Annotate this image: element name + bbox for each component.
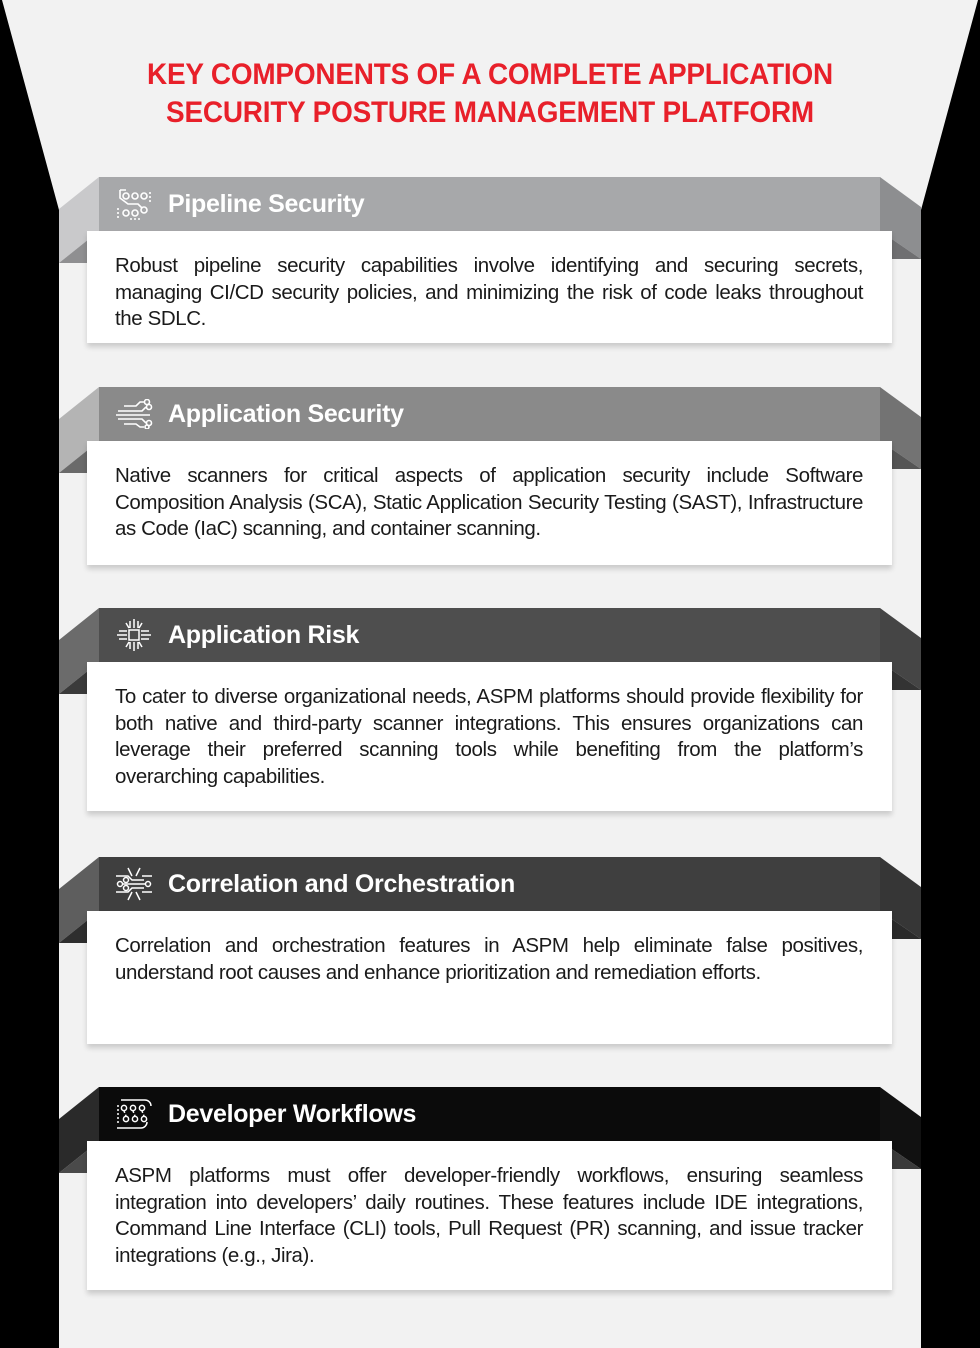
workflow-circuit-icon — [114, 1096, 154, 1132]
section-title: Application Security — [168, 399, 404, 428]
data-streams-icon — [114, 396, 154, 432]
section-title: Developer Workflows — [168, 1099, 417, 1128]
section-application-security — [0, 387, 980, 569]
chip-burst-icon — [114, 617, 154, 653]
section-header — [99, 1087, 880, 1141]
section-body: Native scanners for critical aspects of application security include Software Composition Analysis (SCA), Static Application Security Testing (SAST), Infrastructure as Code (IaC) scanning, and container scanning. — [115, 464, 863, 540]
network-nodes-icon — [114, 866, 154, 902]
section-body: Correlation and orchestration features in ASPM help eliminate false positives, understand root causes and enhance prioritization and remediation efforts. — [115, 934, 863, 984]
section-pipeline-security — [0, 177, 980, 347]
section-header — [99, 387, 880, 441]
page-title — [34, 56, 945, 132]
section-title: Pipeline Security — [168, 189, 365, 218]
section-title: Application Risk — [168, 620, 360, 649]
section-card — [87, 1141, 892, 1290]
section-card — [87, 441, 892, 565]
section-header — [99, 177, 880, 231]
section-body: Robust pipeline security capabilities involve identifying and securing secrets, managing CI/CD security policies, and minimizing the risk of code leaks throughout the SDLC. — [115, 254, 863, 330]
section-application-risk — [0, 608, 980, 816]
section-card — [87, 231, 892, 343]
section-card — [87, 911, 892, 1044]
section-header — [99, 608, 880, 662]
section-body: ASPM platforms must offer developer-friendly workflows, ensuring seamless integration into developers’ daily routines. These features include IDE integrations, Command Line Interface (CLI) tools, Pull Request (PR) scanning, and issue tracker integrations (e.g., Jira). — [115, 1164, 863, 1267]
section-header — [99, 857, 880, 911]
section-body: To cater to diverse organizational needs, ASPM platforms should provide flexibility for both native and third-party scanner integrations. This ensures organizations can leverage their preferred scanning tools while benefiting from the platform’s overarching capabilities. — [115, 685, 863, 788]
section-title: Correlation and Orchestration — [168, 869, 515, 898]
section-developer-workflows — [0, 1087, 980, 1295]
title-line-2: SECURITY POSTURE MANAGEMENT PLATFORM — [166, 96, 814, 129]
title-line-1: KEY COMPONENTS OF A COMPLETE APPLICATION — [147, 58, 833, 91]
circuit-board-icon — [114, 186, 154, 222]
section-correlation-orchestration — [0, 857, 980, 1049]
section-card — [87, 662, 892, 811]
